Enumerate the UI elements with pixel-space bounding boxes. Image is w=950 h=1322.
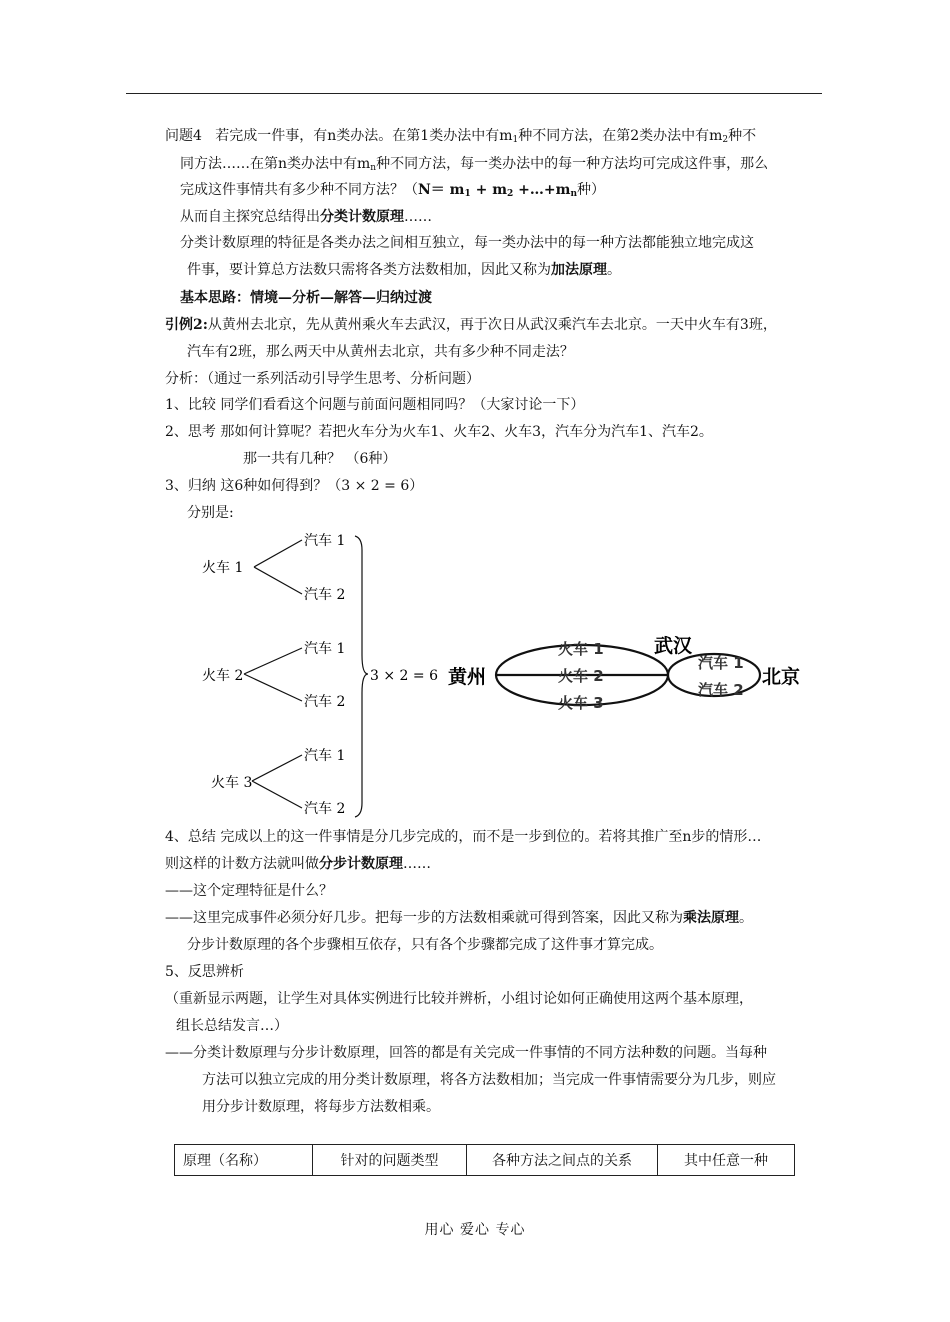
step-4-line-3: ——这个定理特征是什么？ bbox=[165, 883, 333, 899]
city-beijing: 北京 bbox=[762, 666, 801, 688]
table-header-cell: 各种方法之间点的关系 bbox=[467, 1145, 658, 1176]
step-2: 2、思考 那如何计算呢？若把火车分为火车1、火车2、火车3，汽车分为汽车1、汽车2。 bbox=[165, 424, 713, 440]
tree-train-2: 火车 2 bbox=[202, 668, 244, 684]
route-train-1: 火车 1 bbox=[558, 640, 604, 658]
branch-line bbox=[244, 648, 302, 674]
step-5-line-5: 用分步计数原理，将每步方法数相乘。 bbox=[202, 1099, 440, 1115]
route-bus-2: 汽车 2 bbox=[698, 681, 744, 699]
city-huangzhou: 黄州 bbox=[448, 666, 487, 688]
summary-line: 从而自主探究总结得出分类计数原理…… bbox=[180, 209, 432, 225]
step-5-line-3: ——分类计数原理与分步计数原理，回答的都是有关完成一件事情的不同方法种数的问题。当每种 bbox=[165, 1045, 767, 1061]
tree-bus: 汽车 2 bbox=[304, 587, 346, 603]
page-footer: 用心 爱心 专心 bbox=[424, 1222, 526, 1238]
step-3-sub: 分别是: bbox=[187, 505, 234, 521]
step-4-line-1: 4、总结 完成以上的这一件事情是分几步完成的，而不是一步到位的。若将其推广至n步的情形… bbox=[165, 829, 762, 845]
tree-bus: 汽车 2 bbox=[304, 801, 346, 817]
step-3: 3、归纳 这6种如何得到？（3 × 2 = 6） bbox=[165, 478, 424, 494]
branch-line bbox=[252, 781, 302, 808]
principle-table bbox=[174, 1144, 795, 1176]
analysis-line: 分析：（通过一系列活动引导学生思考、分析问题） bbox=[165, 371, 480, 387]
table-header-cell: 其中任意一种 bbox=[658, 1145, 795, 1176]
q4-line-1: 问题4 若完成一件事，有n类办法。在第1类办法中有$m_1$种不同方法，在第2类办法中有$m_2$种不 bbox=[165, 128, 757, 145]
tree-result: 3 × 2 = 6 bbox=[370, 668, 438, 684]
table-header-cell: 原理（名称） bbox=[175, 1145, 313, 1176]
step-1: 1、比较 同学们看看这个问题与前面问题相同吗？（大家讨论一下） bbox=[165, 397, 585, 413]
q4-label: 问题4 bbox=[165, 128, 202, 144]
step-5-line-2: 组长总结发言…） bbox=[176, 1018, 288, 1034]
addition-formula: $N= m_1 + m_2$ $+\dots+m_n$ bbox=[418, 182, 578, 199]
table-header-cell: 针对的问题类型 bbox=[313, 1145, 467, 1176]
tree-bus: 汽车 1 bbox=[304, 641, 346, 657]
example2-line-2: 汽车有2班，那么两天中从黄州去北京，共有多少种不同走法？ bbox=[187, 344, 574, 360]
route-bus-1: 汽车 1 bbox=[698, 654, 744, 672]
step-4-line-2: 则这样的计数方法就叫做分步计数原理…… bbox=[165, 856, 431, 872]
tree-bus: 汽车 2 bbox=[304, 694, 346, 710]
table-header-row bbox=[175, 1145, 795, 1176]
branch-line bbox=[244, 674, 302, 701]
route-train-2: 火车 2 bbox=[558, 667, 604, 685]
branch-line bbox=[254, 567, 302, 594]
q4-line-2: 同方法……在第n类办法中有$m_n$种不同方法，每一类办法中的每一种方法均可完成这件事，那么 bbox=[180, 156, 769, 173]
basic-idea: 基本思路：情境—分析—解答—归纳过渡 bbox=[180, 290, 432, 306]
feature-line-2: 件事，要计算总方法数只需将各类方法数相加，因此又称为加法原理。 bbox=[187, 262, 621, 278]
right-brace bbox=[355, 536, 368, 817]
step-4-line-5: 分步计数原理的各个步骤相互依存，只有各个步骤都完成了这件事才算完成。 bbox=[187, 937, 663, 953]
feature-line-1: 分类计数原理的特征是各类办法之间相互独立，每一类办法中的每一种方法都能独立地完成这 bbox=[180, 235, 754, 251]
route-train-3: 火车 3 bbox=[558, 694, 604, 712]
step-2-answer: 那一共有几种？ （6种） bbox=[243, 451, 397, 467]
tree-train-3: 火车 3 bbox=[211, 775, 253, 791]
step-5-title: 5、反思辨析 bbox=[165, 964, 244, 980]
branch-line bbox=[254, 540, 302, 567]
tree-bus: 汽车 1 bbox=[304, 748, 346, 764]
tree-bus: 汽车 1 bbox=[304, 533, 346, 549]
tree-train-1: 火车 1 bbox=[202, 560, 244, 576]
step-5-line-1: （重新显示两题，让学生对具体实例进行比较并辨析，小组讨论如何正确使用这两个基本原理， bbox=[165, 991, 753, 1007]
step-5-line-4: 方法可以独立完成的用分类计数原理，将各方法数相加；当完成一件事情需要分为几步，则应 bbox=[202, 1072, 776, 1088]
step-4-line-4: ——这里完成事件必须分好几步。把每一步的方法数相乘就可得到答案，因此又称为乘法原理。 bbox=[165, 910, 753, 926]
q4-line-3: 完成这件事情共有多少种不同方法？（$N= m_1 + m_2$ $+\dots+m_n$种） bbox=[180, 182, 606, 199]
city-wuhan: 武汉 bbox=[654, 635, 693, 657]
branch-line bbox=[252, 755, 302, 781]
example2-line-1: 引例2:从黄州去北京，先从黄州乘火车去武汉，再于次日从武汉乘汽车去北京。一天中火车有3班， bbox=[165, 317, 777, 333]
